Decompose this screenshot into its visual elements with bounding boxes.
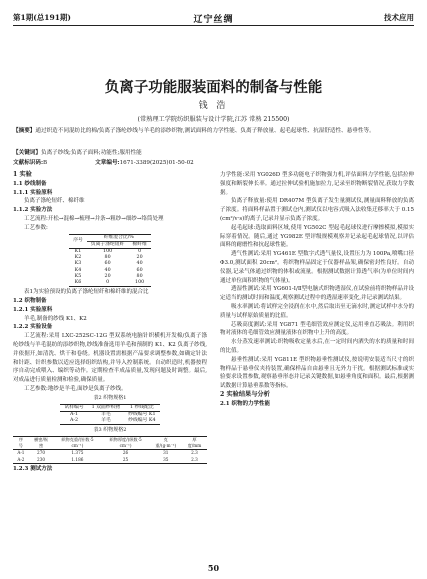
table-header: 织物克重/(针数·5 cm⁻¹) — [61, 436, 94, 449]
paragraph: 工艺参数: — [24, 224, 48, 231]
table-cell: A-1 — [69, 411, 79, 417]
paragraph: 负离子涤纶短纤、棉纤维 — [24, 198, 85, 205]
table-header: 横密/纵密 — [34, 436, 49, 449]
table-cell: 0 — [106, 280, 110, 285]
table-cell: 2.3 — [191, 456, 198, 462]
table-2 — [60, 404, 159, 426]
table-cell: A-2 — [17, 456, 25, 462]
table-caption: 表2 织物规格1 — [93, 394, 127, 401]
table-cell: 80 — [104, 255, 111, 261]
section-heading: 1 实验 — [13, 171, 32, 178]
paragraph: 吸水率测试:将试样完全浸润在水中,然后取出至无滴水时,测定试样中水分的质量与试样原始质量的比值。 — [220, 303, 414, 319]
table-cell: 1.375 — [71, 450, 84, 456]
paragraph: 工艺流程:开松→混棉→梳理→并条→粗纱→细纱→络筒处理 — [24, 215, 164, 222]
paragraph: 悬垂性测试:采用 YG811E 型织物悬垂性测试仪,按说明安装适当尺寸的织物样品于悬垂仪夹持装置,确保样品自由悬垂且无外力干扰。根据测试标准或实验要求设置参数,观察悬垂形态并记录关键数据,如悬垂角度和面积。最后,根据测试数据计算悬垂系数等指标。 — [220, 356, 414, 390]
keywords-text: 负离子纱线;负离子面料;功能性;服用性能 — [40, 150, 142, 156]
subsubsection-heading: 1.2.3 测试方法 — [13, 465, 53, 472]
right-column — [220, 171, 414, 409]
subsubsection-heading: 1.1.1 实验原料 — [13, 189, 53, 196]
table-cell: A-1 — [17, 450, 25, 456]
table-cell: 20 — [104, 273, 111, 279]
header-section: 技术应用 — [384, 13, 414, 22]
table-header: 织物厚度/(纵数·5 cm⁻¹) — [109, 436, 142, 449]
table-cell: 270 — [37, 450, 46, 456]
table-header-row — [60, 404, 159, 411]
subsubsection-heading: 1.1.2 实验方法 — [13, 207, 53, 214]
table-cell: 31 — [163, 450, 169, 456]
paragraph: 透湿性测试:采用 YG601-Ⅰ/Ⅱ型电脑式织物透湿仪,在试验前将织物样品并设定适当的测试时间和温度,观察测试过程中的透湿速率变化,并记录测试结果。 — [220, 286, 414, 302]
table-cell: K5 — [74, 273, 82, 279]
paragraph: 工艺参数:地纱是羊毛,面纱是负离子纱线。 — [24, 385, 127, 392]
table-cell: 80 — [136, 273, 143, 279]
subsection-heading: 1.1 纱线制备 — [13, 180, 47, 187]
table-body — [69, 248, 151, 286]
table-header: 序号 — [69, 234, 87, 248]
table-header: 试样编号 — [64, 404, 84, 410]
article-number: 文章编号:1671-3389(2025)01-50-02 — [95, 160, 194, 166]
table-header-row — [13, 436, 207, 449]
page-number: 50 — [207, 563, 220, 573]
paragraph: 力学性能:采用 YG026D 型多功能电子织物强力机,评估面料力学性能,包括拉伸强度和断裂伸长率。通过拉伸试验机施加拉力,记录至织物断裂情况,获取力学数据。 — [220, 172, 414, 196]
abstract-text: 通过织造不同混纺比的棉/负离子涤纶纱线与羊毛的添纱织物,测试面料的力学性能、负离子释放量、起毛起球性、抗湿舒适性、悬垂性等。 — [35, 128, 375, 134]
paragraph: 起毛起球:选取面料区域,使用 YG502C 型起毛起球仪进行摩擦模拟,模拟实际穿着情况。随后,通过 YG982E 型评级规模观察并记录起毛起球情况,以评估面料的耐磨性和抗起球性能。 — [220, 224, 414, 249]
table-row — [60, 418, 159, 425]
table-cell: 35 — [163, 456, 169, 462]
clc-code: 文献标识码:B — [13, 160, 48, 166]
table-header: 克重/(g·m⁻²) — [155, 436, 177, 449]
header-divider — [13, 25, 414, 26]
table-cell: 100 — [135, 280, 145, 285]
table-cell: 60 — [136, 267, 143, 273]
keywords — [13, 149, 413, 158]
table-header: 纤维混合比/% — [87, 234, 151, 241]
table-cell: A-2 — [69, 417, 79, 423]
table-cell: 1.186 — [71, 456, 84, 462]
paragraph: 水分蒸发速率测试:织物吸收定量水后,在一定时间内洒失的水的质量和时间的比值。 — [220, 339, 414, 354]
left-column — [13, 171, 207, 474]
article-title: 负离子功能服装面料的制备与性能 — [104, 79, 323, 96]
table-row — [13, 457, 207, 464]
paragraph: 负离子释放量:使用 DR407M 型负离子发生量测试仪,测量面料释放的负离子浓度。将面料样品置于测试仓内,测试仪以电容式吸入法收集迁移率大于 0.15 (cm²/v·s)的离子,记录并显示负离子浓度。 — [220, 198, 414, 222]
table-caption: 表3 织物规格2 — [93, 427, 127, 434]
table-cell: K3 — [74, 261, 82, 267]
paragraph: 工艺流程:采用 LXC-252SC-12G 型双系统电脑针织横机开发棉/负离子涤纶纱线与羊毛混纺的添纱织物,纱线准备选用羊毛和预制的 K1、K2 负离子纱线,并依据开,如清洗、烘干和卷绕。机器设置需根据产品要求调整参数,如确定针法和针距、针织参数以适应选择组织结构,并导入控制系统。自动织造时,机器按程序自动完成喂入、编织等动作。定期检查半成品质量,发现问题及时调整。最后,对成品进行质量检测和检验,确保质量。 — [13, 333, 207, 384]
subsection-heading: 2.1 织物的力学性能 — [220, 400, 270, 407]
subsection-heading: 1.2 织物制备 — [13, 298, 47, 304]
table-1 — [69, 234, 151, 288]
table-cell: 20 — [136, 255, 143, 261]
table-row — [13, 450, 207, 457]
paragraph: 羊毛,制备的纱线 K1、K2 — [24, 315, 87, 322]
table-cell: 40 — [104, 267, 111, 273]
table-header: 负离子涤纶短纤 — [90, 241, 125, 247]
table-cell: 纱线编号 K1 — [128, 411, 156, 417]
table-header: 棉纤维 — [132, 241, 147, 247]
table-caption: 表1为实验预设的负离子涤纶短纤和棉纤维的混合比 — [24, 289, 149, 296]
table-header: 厚度/mm — [187, 436, 202, 449]
section-heading: 2 实验结果与分析 — [220, 390, 270, 398]
author-affiliation: (常熟理工学院纺织服装与设计学院,江苏 常熟 215500) — [137, 116, 290, 123]
abstract-label: 【摘要】 — [13, 128, 36, 134]
table-cell: 26 — [122, 450, 129, 456]
table-cell: 230 — [37, 456, 46, 462]
table-header: 1 双面纱织物 — [91, 404, 121, 410]
paragraph: 芯吸高度测试:采用 YG871 型毛细管效应测定仪,运用垂直芯吸法。利用织物对液体的毛细管效应测量液体在织物中上升的高度。 — [220, 321, 414, 337]
table-cell: K1 — [74, 248, 82, 254]
table-cell: 羊毛 — [101, 417, 111, 423]
table-cell: 纱线编号 K4 — [128, 417, 156, 423]
table-cell: K4 — [74, 267, 82, 273]
subsubsection-heading: 1.2.1 实验原料 — [13, 306, 53, 313]
keywords-label: 【关键词】 — [13, 150, 41, 156]
table-cell: 0 — [138, 248, 142, 254]
table-cell: 100 — [103, 248, 113, 254]
table-cell: K6 — [74, 280, 82, 285]
table-row — [69, 280, 151, 287]
subsubsection-heading: 1.2.2 实验设备 — [13, 324, 53, 331]
table-cell: 羊毛 — [101, 411, 111, 417]
table-cell: K2 — [74, 255, 82, 261]
article-author: 钱 浩 — [198, 101, 229, 111]
table-cell: 2.3 — [191, 450, 198, 456]
table-header: 序号 — [18, 436, 23, 449]
table-cell: 25 — [122, 456, 129, 462]
header-issue: 第1期(总191期) — [13, 13, 71, 22]
paragraph: 透气性测试:采用 YG461E 型数字式透气量仪,设置压力为 100Pa,喷嘴口径 Φ3.0,测试面积 20cm²。将织物样品固定于仪器样品架,确保密封性良好。自动仪器,记录气体通过织物的体积或流量。根据测试数据计算透气率(为单位时间内通过单位面积织物的气体量)。 — [220, 251, 414, 284]
abstract — [13, 127, 413, 136]
article-meta — [13, 159, 413, 168]
table-cell: 40 — [136, 261, 143, 267]
header-journal: 辽宁丝绸 — [193, 15, 234, 25]
table-header: 1 纱线配比 — [130, 404, 154, 410]
table-3 — [13, 436, 207, 464]
table-cell: 60 — [104, 261, 111, 267]
table-row — [60, 411, 159, 418]
